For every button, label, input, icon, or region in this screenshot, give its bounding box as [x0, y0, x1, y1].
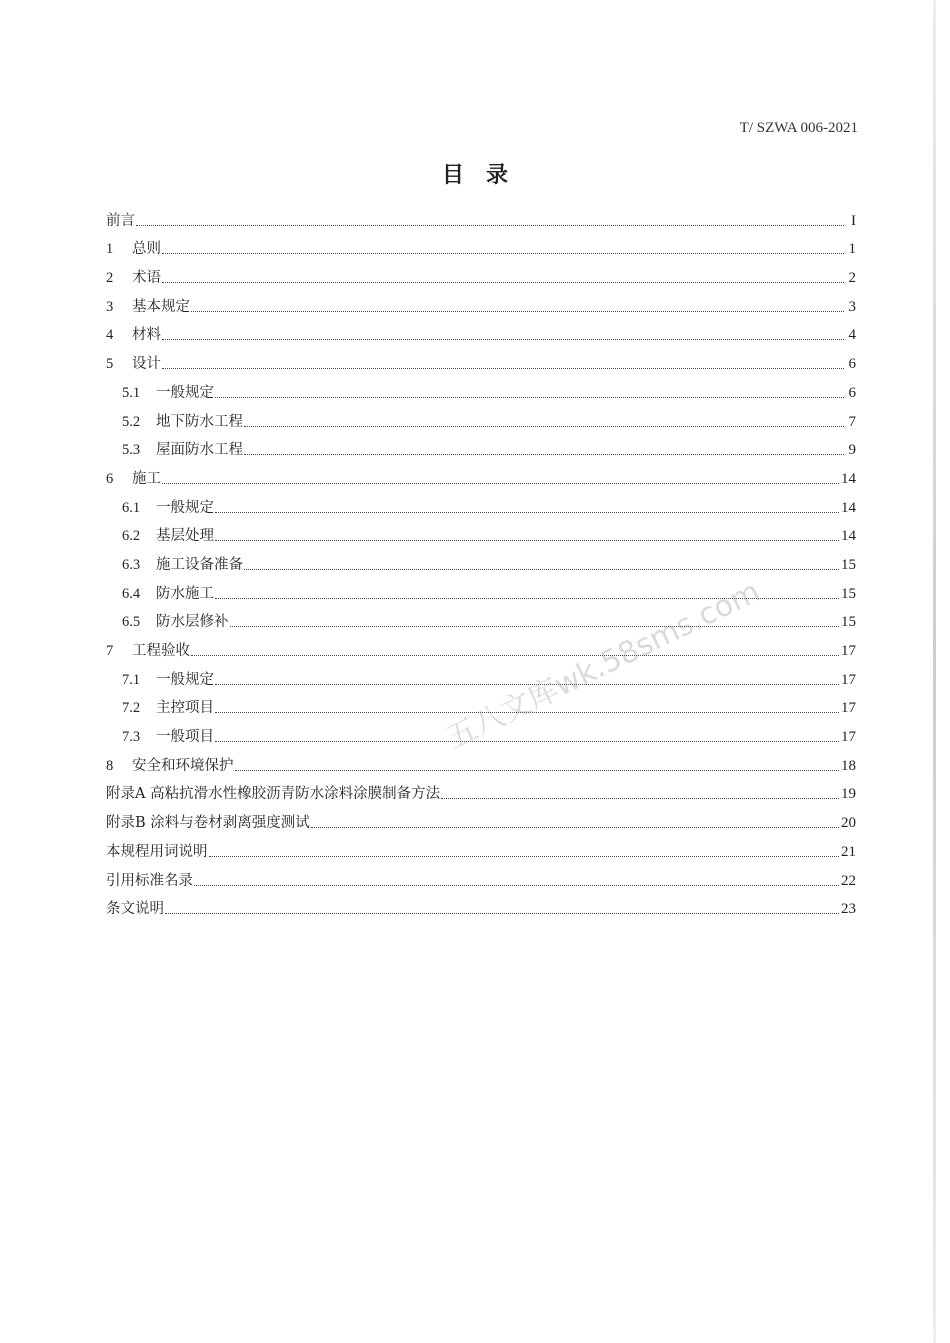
- toc-entry-label: 施工: [132, 470, 161, 487]
- dot-leader: [136, 225, 844, 226]
- dot-leader: [162, 368, 844, 369]
- toc-entry-label: 施工设备准备: [156, 556, 243, 573]
- toc-entry-number: 7.3: [122, 729, 141, 746]
- toc-entry-number: 6.5: [122, 614, 141, 631]
- toc-entry-label: 一般项目: [156, 729, 214, 746]
- toc-entry-page: 21: [841, 843, 856, 860]
- toc-entry-number: 6.4: [122, 585, 141, 602]
- toc-entry-number: 3: [106, 298, 114, 315]
- dot-leader: [311, 827, 839, 828]
- toc-entry-page: 22: [841, 872, 856, 889]
- toc-entry-page: 1: [848, 241, 856, 258]
- toc-entry-page: 15: [841, 614, 856, 631]
- toc-entry-number: 6.1: [122, 499, 141, 516]
- page-title: 目录: [441, 163, 530, 188]
- toc-entry-number: 6.2: [122, 528, 141, 545]
- toc-entry-page: 7: [848, 413, 856, 430]
- toc-entry[interactable]: [106, 431, 856, 460]
- toc-entry-label: 工程验收: [132, 643, 190, 659]
- toc-entry-page: 9: [848, 442, 856, 459]
- toc-entry[interactable]: [106, 459, 856, 488]
- toc-entry-label: 基本规定: [132, 298, 190, 315]
- toc-entry-label: 附录B 涂料与卷材剥离强度测试: [106, 815, 310, 832]
- toc-entry-label: 主控项目: [156, 700, 214, 717]
- dot-leader: [441, 798, 839, 799]
- toc-entry[interactable]: [106, 402, 856, 431]
- toc-entry[interactable]: [106, 488, 856, 517]
- watermark: 五八文库wk.58sms.com: [441, 574, 766, 757]
- toc-entry-page: I: [851, 212, 856, 229]
- toc-entry[interactable]: [106, 631, 856, 660]
- dot-leader: [194, 885, 839, 886]
- toc-entry-label: 条文说明: [106, 901, 164, 918]
- dot-leader: [162, 483, 839, 484]
- toc-entry-number: 5.1: [122, 384, 141, 401]
- toc-entry[interactable]: [106, 344, 856, 373]
- toc-entry[interactable]: [106, 201, 856, 230]
- toc-entry-label: 一般规定: [156, 671, 214, 688]
- toc-entry-label: 材料: [132, 327, 161, 344]
- toc-entry-number: 6: [106, 470, 114, 487]
- dot-leader: [209, 856, 840, 857]
- toc-entry-number: 1: [106, 241, 114, 258]
- toc-entry-page: 14: [841, 499, 856, 516]
- toc-entry[interactable]: [106, 746, 856, 775]
- toc-entry-number: 5: [106, 356, 114, 373]
- toc-entry-number: 5.2: [122, 413, 141, 430]
- toc-entry[interactable]: [106, 803, 856, 832]
- toc-entry-page: 3: [848, 298, 856, 315]
- toc-entry[interactable]: [106, 832, 856, 861]
- toc-entry-number: 7.2: [122, 700, 141, 717]
- dot-leader: [162, 253, 844, 254]
- dot-leader: [230, 626, 840, 627]
- toc-entry-number: 7.1: [122, 671, 141, 688]
- toc-entry-number: 2: [106, 270, 114, 287]
- toc-entry-number: 4: [106, 327, 114, 344]
- toc-entry-label: 一般规定: [156, 384, 214, 401]
- toc-entry-number: 7: [106, 643, 114, 659]
- toc-entry[interactable]: [106, 316, 856, 345]
- dot-leader: [215, 741, 839, 742]
- toc-entry[interactable]: [106, 890, 856, 919]
- toc-entry[interactable]: [106, 373, 856, 402]
- toc-entry[interactable]: [106, 660, 856, 689]
- toc-entry-page: 17: [841, 700, 856, 717]
- toc-entry-label: 一般规定: [156, 499, 214, 516]
- toc-entry-label: 附录A 高粘抗滑水性橡胶沥青防水涂料涂膜制备方法: [106, 786, 441, 803]
- toc-entry-label: 地下防水工程: [156, 413, 243, 430]
- dot-leader: [244, 426, 844, 427]
- dot-leader: [191, 311, 844, 312]
- toc-entry-number: 5.3: [122, 442, 141, 459]
- toc-entry[interactable]: [106, 287, 856, 316]
- dot-leader: [215, 512, 839, 513]
- toc-entry[interactable]: [106, 230, 856, 259]
- toc-entry-label: 安全和环境保护: [132, 757, 234, 774]
- toc-entry-page: 6: [848, 356, 856, 373]
- toc-entry-page: 15: [841, 556, 856, 573]
- toc-entry-label: 防水施工: [156, 585, 214, 602]
- toc-entry-label: 屋面防水工程: [156, 442, 243, 459]
- toc-entry-label: 本规程用词说明: [106, 843, 208, 860]
- toc-entry-page: 14: [841, 470, 856, 487]
- toc-entry-label: 基层处理: [156, 528, 214, 545]
- dot-leader: [244, 454, 844, 455]
- toc-entry-number: 6.3: [122, 556, 141, 573]
- toc-entry-page: 6: [848, 384, 856, 401]
- toc-entry-page: 14: [841, 528, 856, 545]
- dot-leader: [235, 770, 840, 771]
- toc-entry-page: 23: [841, 901, 856, 918]
- toc-entry-page: 2: [848, 270, 856, 287]
- dot-leader: [165, 913, 839, 914]
- toc-entry-page: 19: [841, 786, 856, 803]
- toc-entry-page: 15: [841, 585, 856, 602]
- dot-leader: [215, 397, 844, 398]
- dot-leader: [191, 655, 839, 656]
- toc-entry-label: 防水层修补: [156, 614, 229, 631]
- toc-entry[interactable]: [106, 258, 856, 287]
- toc-entry[interactable]: [106, 517, 856, 546]
- toc-entry-label: 设计: [132, 356, 161, 373]
- toc-entry-label: 术语: [132, 270, 161, 287]
- page-edge: [933, 0, 936, 1343]
- toc-entry-page: 18: [841, 757, 856, 774]
- standard-number: T/ SZWA 006-2021: [739, 120, 858, 136]
- dot-leader: [162, 282, 844, 283]
- toc-entry-number: 8: [106, 757, 114, 774]
- toc-entry-label: 引用标准名录: [106, 872, 193, 889]
- toc-entry-page: 17: [841, 643, 856, 659]
- toc-entry-page: 4: [848, 327, 856, 344]
- table-of-contents: [106, 201, 856, 918]
- toc-entry-label: 总则: [132, 241, 161, 258]
- toc-entry-page: 20: [841, 815, 856, 832]
- dot-leader: [215, 540, 839, 541]
- toc-entry[interactable]: [106, 861, 856, 890]
- dot-leader: [244, 569, 839, 570]
- toc-entry-label: 前言: [106, 212, 135, 229]
- dot-leader: [162, 339, 844, 340]
- toc-entry-page: 17: [841, 729, 856, 746]
- toc-entry-page: 17: [841, 671, 856, 688]
- toc-entry[interactable]: [106, 775, 856, 804]
